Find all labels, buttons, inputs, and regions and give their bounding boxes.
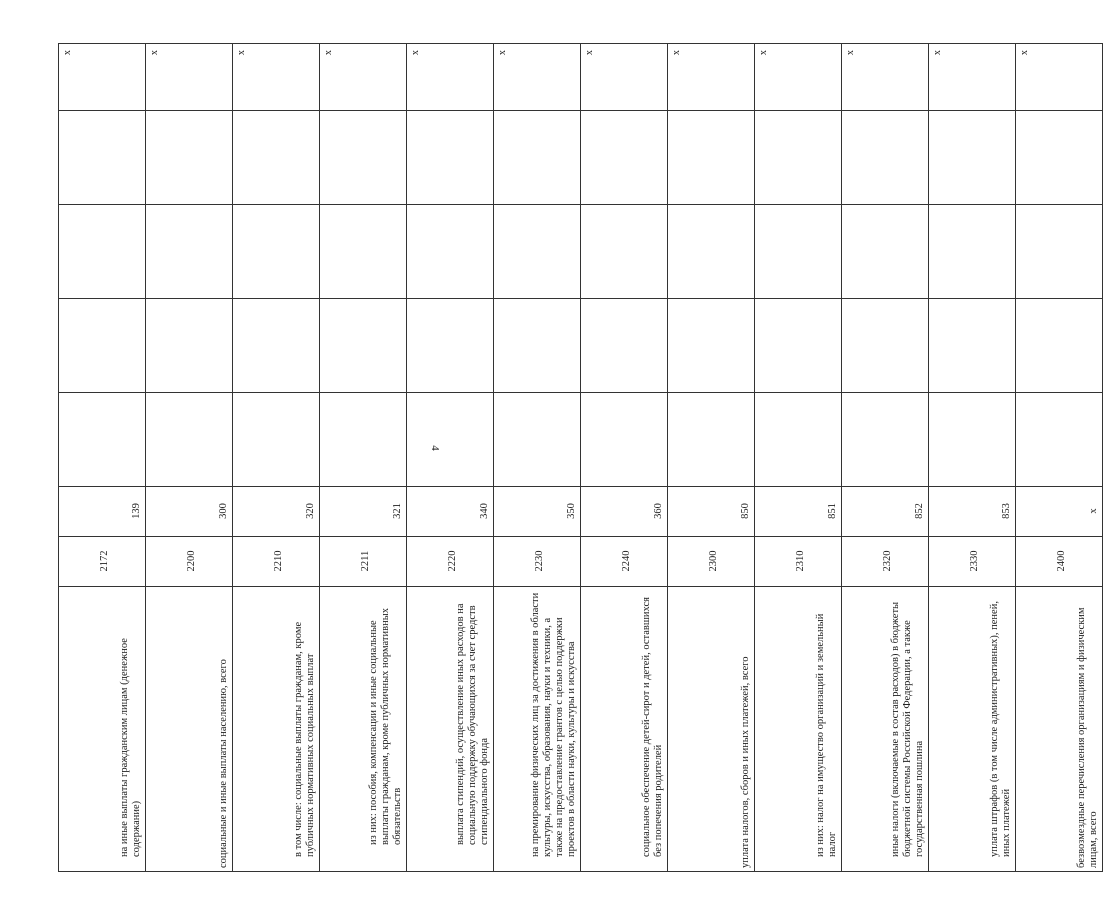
row-last-value: x [146, 44, 233, 111]
row-last-value: x [407, 44, 494, 111]
amount-cell [929, 299, 1016, 393]
amount-cell [494, 299, 581, 393]
rotated-table-wrapper [58, 50, 1099, 872]
amount-cell [233, 393, 320, 487]
amount-cell [755, 299, 842, 393]
row-kosgu-code: 300 [146, 487, 233, 537]
row-kosgu-code: 139 [59, 487, 146, 537]
row-kosgu-code: 340 [407, 487, 494, 537]
amount-cell [1016, 393, 1103, 487]
table-row [842, 44, 929, 872]
amount-cell [320, 299, 407, 393]
amount-cell [320, 111, 407, 205]
row-kosgu-code: 321 [320, 487, 407, 537]
amount-cell [755, 111, 842, 205]
row-code: 2220 [407, 537, 494, 587]
row-name: социальные и иные выплаты населению, всего [146, 587, 233, 872]
row-name: иные налоги (включаемые в состав расходов) в бюджеты бюджетной системы Российской Федерации, а также государственная пошлина [842, 587, 929, 872]
amount-cell [581, 299, 668, 393]
row-last-value: x [842, 44, 929, 111]
amount-cell [581, 111, 668, 205]
row-code: 2240 [581, 537, 668, 587]
row-name: уплата штрафов (в том числе административных), пеней, иных платежей [929, 587, 1016, 872]
amount-cell [581, 205, 668, 299]
amount-cell [842, 393, 929, 487]
amount-cell [668, 393, 755, 487]
row-name: уплата налогов, сборов и иных платежей, всего [668, 587, 755, 872]
amount-cell [146, 299, 233, 393]
table-row [320, 44, 407, 872]
row-last-value: x [494, 44, 581, 111]
amount-cell [59, 393, 146, 487]
table-row [407, 44, 494, 872]
amount-cell [668, 205, 755, 299]
amount-cell [233, 299, 320, 393]
amount-cell [233, 111, 320, 205]
amount-cell [320, 393, 407, 487]
amount-cell [59, 205, 146, 299]
amount-cell [1016, 111, 1103, 205]
row-code: 2200 [146, 537, 233, 587]
row-kosgu-code: 350 [494, 487, 581, 537]
row-code: 2330 [929, 537, 1016, 587]
amount-cell [929, 205, 1016, 299]
amount-cell [1016, 299, 1103, 393]
table-row [929, 44, 1016, 872]
row-last-value: x [581, 44, 668, 111]
row-code: 2211 [320, 537, 407, 587]
table-row [146, 44, 233, 872]
budget-table [58, 43, 1103, 872]
amount-cell [1016, 205, 1103, 299]
row-name: на премирование физических лиц за достижения в области культуры, искусства, образования, науки и техники, а также на предоставление грантов с целью поддержки проектов в области науки, культуры и искусства [494, 587, 581, 872]
row-kosgu-code: 852 [842, 487, 929, 537]
amount-cell [494, 393, 581, 487]
amount-cell [668, 111, 755, 205]
row-last-value: x [929, 44, 1016, 111]
row-code: 2230 [494, 537, 581, 587]
amount-cell [407, 205, 494, 299]
page-number: 4 [428, 445, 441, 451]
row-last-value: x [320, 44, 407, 111]
amount-cell [146, 111, 233, 205]
amount-cell [929, 111, 1016, 205]
table-row [59, 44, 146, 872]
row-name: выплата стипендий, осуществление иных расходов на социальную поддержку обучающихся за счет средств стипендиального фонда [407, 587, 494, 872]
amount-cell [842, 111, 929, 205]
row-last-value: x [668, 44, 755, 111]
row-name: социальное обеспечение детей-сирот и детей, оставшихся без попечения родителей [581, 587, 668, 872]
amount-cell [581, 393, 668, 487]
amount-cell [320, 205, 407, 299]
row-kosgu-code: 360 [581, 487, 668, 537]
amount-cell [146, 205, 233, 299]
table-row [668, 44, 755, 872]
row-last-value: x [233, 44, 320, 111]
amount-cell [755, 393, 842, 487]
row-last-value: x [755, 44, 842, 111]
row-code: 2400 [1016, 537, 1103, 587]
amount-cell [494, 205, 581, 299]
row-name: из них: пособия, компенсации и иные социальные выплаты гражданам, кроме публичных нормативных обязательств [320, 587, 407, 872]
row-name: в том числе: социальные выплаты гражданам, кроме публичных нормативных социальных выплат [233, 587, 320, 872]
amount-cell [146, 393, 233, 487]
row-name: безвозмездные перечисления организациям и физическим лицам, всего [1016, 587, 1103, 872]
amount-cell [842, 299, 929, 393]
row-code: 2210 [233, 537, 320, 587]
row-kosgu-code: 320 [233, 487, 320, 537]
amount-cell [668, 299, 755, 393]
row-kosgu-code: 850 [668, 487, 755, 537]
amount-cell [59, 299, 146, 393]
table-row [755, 44, 842, 872]
amount-cell [842, 205, 929, 299]
amount-cell [755, 205, 842, 299]
amount-cell [494, 111, 581, 205]
row-code: 2310 [755, 537, 842, 587]
table-row [581, 44, 668, 872]
amount-cell [407, 299, 494, 393]
row-kosgu-code: x [1016, 487, 1103, 537]
table-row [1016, 44, 1103, 872]
row-code: 2300 [668, 537, 755, 587]
table-row [494, 44, 581, 872]
amount-cell [407, 111, 494, 205]
amount-cell [59, 111, 146, 205]
row-last-value: x [1016, 44, 1103, 111]
amount-cell [929, 393, 1016, 487]
row-name: из них: налог на имущество организаций и земельный налог [755, 587, 842, 872]
row-code: 2172 [59, 537, 146, 587]
row-kosgu-code: 853 [929, 487, 1016, 537]
row-name: на иные выплаты гражданским лицам (денежное содержание) [59, 587, 146, 872]
row-kosgu-code: 851 [755, 487, 842, 537]
row-code: 2320 [842, 537, 929, 587]
amount-cell [407, 393, 494, 487]
table-row [233, 44, 320, 872]
row-last-value: x [59, 44, 146, 111]
amount-cell [233, 205, 320, 299]
budget-table-page [58, 50, 1099, 872]
